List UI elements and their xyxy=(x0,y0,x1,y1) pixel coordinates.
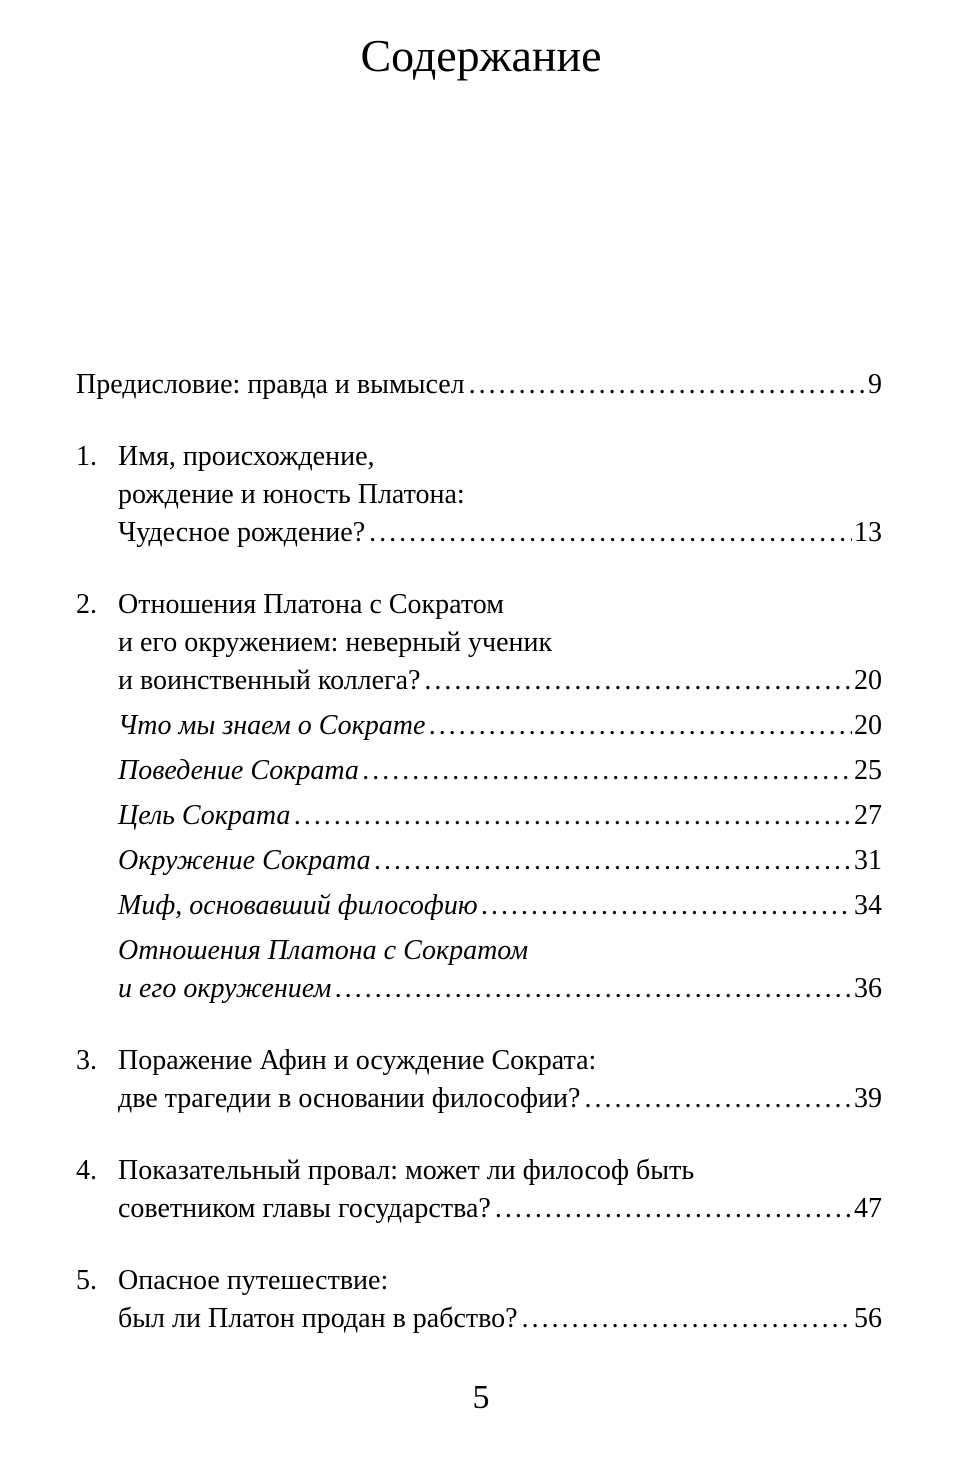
dot-leader xyxy=(584,1080,852,1118)
toc-entry-line: рождение и юность Платона: xyxy=(118,479,465,510)
toc-page-number: 36 xyxy=(854,973,882,1004)
chapter-number: 4. xyxy=(76,1155,97,1186)
toc-entry-line: Имя, происхождение, xyxy=(118,441,375,472)
toc-subentry-title: Цель Сократа xyxy=(118,800,291,831)
toc-page-number: 25 xyxy=(854,755,882,786)
toc-entry-title: Предисловие: правда и вымысел xyxy=(76,369,465,400)
toc-entry-line: и его окружением: неверный ученик xyxy=(118,627,553,658)
toc-entry-chapter-5[interactable] xyxy=(76,1262,882,1338)
toc-subentry-title: и его окружением xyxy=(118,973,332,1004)
toc-page-number: 31 xyxy=(854,845,882,876)
dot-leader xyxy=(482,887,852,925)
page-title: Содержание xyxy=(360,30,602,81)
dot-leader xyxy=(522,1300,852,1338)
chapter-number: 2. xyxy=(76,589,97,620)
toc-page-number: 9 xyxy=(868,369,882,400)
dot-leader xyxy=(375,842,852,880)
toc-page-number: 56 xyxy=(854,1303,882,1334)
toc-subentry-line: Отношения Платона с Сократом xyxy=(118,935,529,966)
dot-leader xyxy=(335,970,852,1008)
toc-entry-title: был ли Платон продан в рабство? xyxy=(118,1303,518,1334)
toc-page-number: 20 xyxy=(854,665,882,696)
toc-entry-line: Опасное путешествие: xyxy=(118,1265,389,1296)
toc-entry-title: две трагедии в основании философии? xyxy=(118,1083,581,1114)
toc-entry-title: советником главы государства? xyxy=(118,1193,491,1224)
chapter-number: 1. xyxy=(76,441,97,472)
toc-subentry[interactable] xyxy=(76,707,882,745)
chapter-number: 3. xyxy=(76,1045,97,1076)
dot-leader xyxy=(424,662,852,700)
dot-leader xyxy=(429,707,852,745)
toc-entry-chapter-4[interactable] xyxy=(76,1152,882,1228)
toc-subentry-title: Окружение Сократа xyxy=(118,845,371,876)
chapter-number: 5. xyxy=(76,1265,97,1296)
toc-subentry-title: Миф, основавший философию xyxy=(118,890,478,921)
toc-entry-title: и воинственный коллега? xyxy=(118,665,421,696)
toc-page-number: 27 xyxy=(854,800,882,831)
toc-entry-title: Чудесное рождение? xyxy=(118,517,366,548)
toc-entry-line: Отношения Платона с Сократом xyxy=(118,589,504,620)
toc-page-number: 39 xyxy=(854,1083,882,1114)
toc-subentry[interactable] xyxy=(76,932,882,1008)
toc-subentry[interactable] xyxy=(76,842,882,880)
toc-entry-preface[interactable] xyxy=(76,366,882,404)
toc-entry-chapter-1[interactable] xyxy=(76,438,882,552)
toc-subentry[interactable] xyxy=(76,752,882,790)
dot-leader xyxy=(363,752,852,790)
toc-page-number: 13 xyxy=(854,517,882,548)
page-number: 5 xyxy=(472,1379,490,1416)
toc-entry-line: Показательный провал: может ли философ быть xyxy=(118,1155,695,1186)
toc-subentry[interactable] xyxy=(76,797,882,835)
toc-page-number: 47 xyxy=(854,1193,882,1224)
toc-entry-chapter-2[interactable] xyxy=(76,586,882,700)
dot-leader xyxy=(495,1190,852,1228)
table-of-contents xyxy=(76,366,882,1338)
dot-leader xyxy=(469,366,866,404)
dot-leader xyxy=(294,797,852,835)
toc-page-number: 20 xyxy=(854,710,882,741)
dot-leader xyxy=(369,514,852,552)
toc-entry-line: Поражение Афин и осуждение Сократа: xyxy=(118,1045,597,1076)
toc-subentry[interactable] xyxy=(76,887,882,925)
toc-subentry-title: Поведение Сократа xyxy=(118,755,359,786)
toc-subentry-title: Что мы знаем о Сократе xyxy=(118,710,426,741)
toc-page-number: 34 xyxy=(854,890,882,921)
toc-entry-chapter-3[interactable] xyxy=(76,1042,882,1118)
